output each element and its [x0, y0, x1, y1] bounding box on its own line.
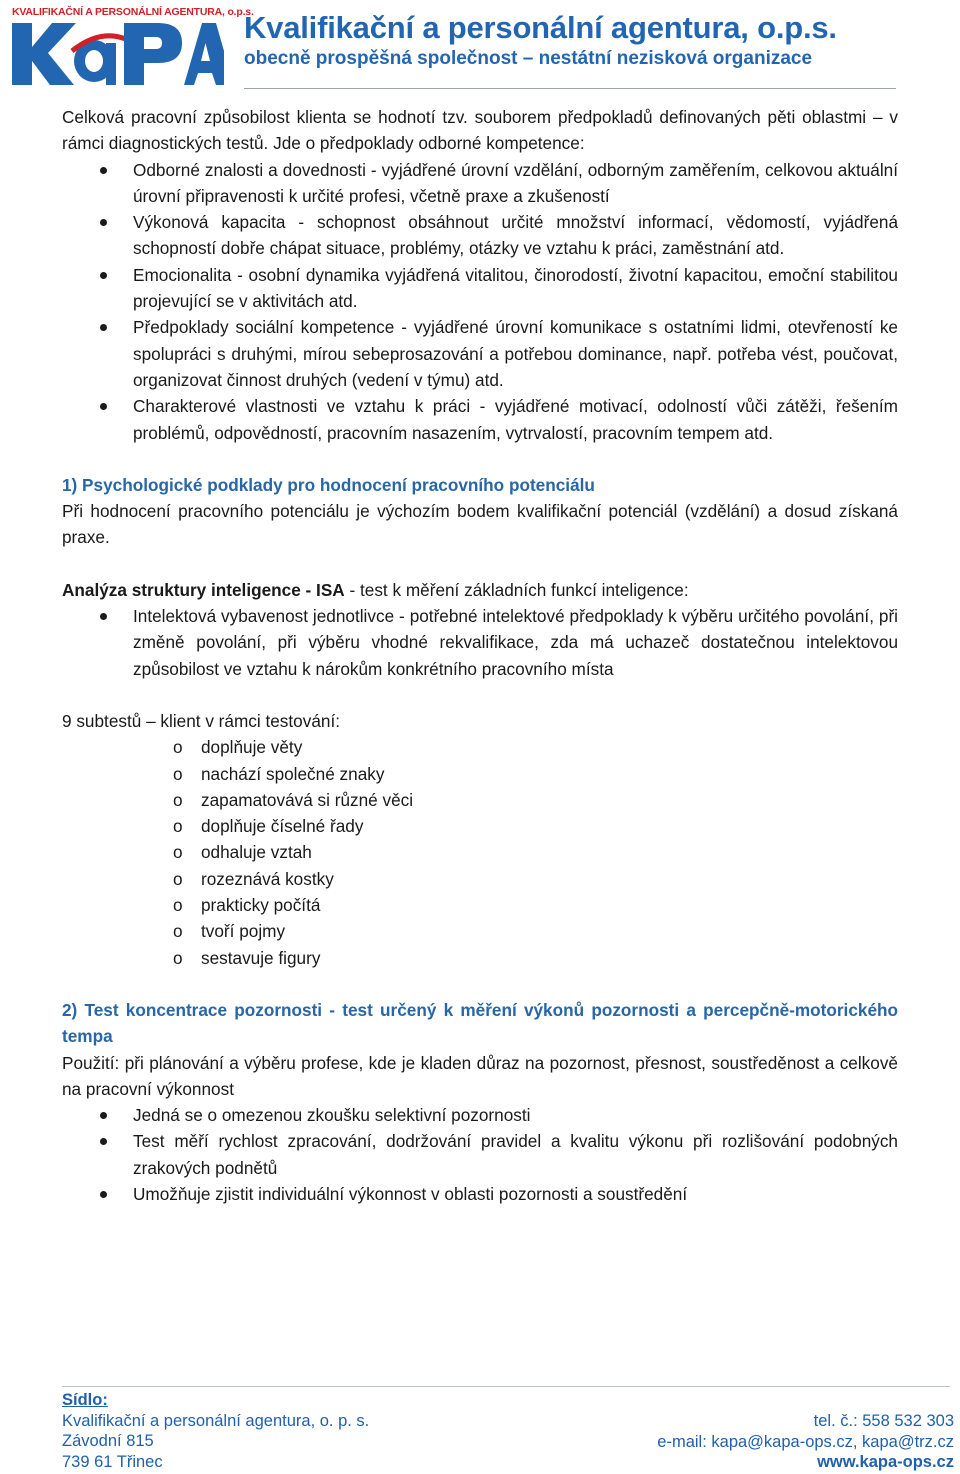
- footer-contacts: [657, 1411, 954, 1473]
- section-heading-2: 2) Test koncentrace pozornosti - test určený k měření výkonů pozornosti a percepčně-motorického tempa: [62, 999, 898, 1047]
- document-body: [62, 104, 898, 1207]
- spacer: [62, 551, 898, 577]
- footer-city: 739 61 Třinec: [62, 1452, 163, 1471]
- list-item: o tvoří pojmy: [62, 918, 898, 944]
- footer-email[interactable]: e-mail: kapa@kapa-ops.cz, kapa@trz.cz: [657, 1432, 954, 1451]
- footer-phone: tel. č.: 558 532 303: [813, 1412, 954, 1430]
- list-item: Test měří rychlost zpracování, dodržování pravidel a kvalitu výkonu při rozlišování podobných zrakových podnětů: [62, 1128, 898, 1181]
- section1-paragraph: Při hodnocení pracovního potenciálu je výchozím bodem kvalifikační potenciál (vzdělání) a dosud získaná praxe.: [62, 501, 898, 548]
- list-item: Intelektová vybavenost jednotlivce - potřebné intelektové předpoklady k výběru určitého povolání, při změně povolání, při výběru vhodné rekvalifikace, zda má uchazeč dostatečnou intelektovou způsobilost ve vztahu k nárokům konkrétního pracovního místa: [62, 603, 898, 682]
- isa-description: - test k měření základních funkcí inteligence:: [344, 579, 689, 600]
- list-item: Odborné znalosti a dovednosti - vyjádřené úrovní vzdělání, odborným zaměřením, celkovou aktuální úrovní připravenosti k určité profesi, včetně praxe a zkušeností: [62, 157, 898, 210]
- list-item: o prakticky počítá: [62, 892, 898, 918]
- isa-list: [62, 603, 898, 682]
- competence-list: [62, 157, 898, 446]
- header-divider: [244, 88, 896, 89]
- list-item: Charakterové vlastnosti ve vztahu k práci - vyjádřené motivací, odolností vůči zátěži, řešením problémů, odpovědností, pracovním nasazením, vytrvalostí, pracovním tempem atd.: [62, 393, 898, 446]
- organization-title: Kvalifikační a personální agentura, o.p.s.: [244, 10, 837, 45]
- intro-paragraph: Celková pracovní způsobilost klienta se hodnotí tzv. souborem předpokladů definovaných pěti oblastmi – v rámci diagnostických testů. Jde o předpoklady odborné kompetence:: [62, 107, 898, 154]
- page-header: [0, 0, 960, 92]
- list-item: o nachází společné znaky: [62, 761, 898, 787]
- footer-website-link[interactable]: www.kapa-ops.cz: [817, 1453, 954, 1471]
- list-item: Umožňuje zjistit individuální výkonnost v oblasti pozornosti a soustředění: [62, 1181, 898, 1207]
- isa-intro: [62, 577, 898, 603]
- footer-divider: [62, 1386, 950, 1387]
- list-item: Emocionalita - osobní dynamika vyjádřená vitalitou, činorodostí, životní kapacitou, emoční stabilitou projevující se v aktivitách atd.: [62, 262, 898, 315]
- footer-street: Závodní 815: [62, 1432, 154, 1450]
- spacer: [62, 971, 898, 997]
- footer-sidlo-label: Sídlo:: [62, 1391, 108, 1409]
- footer-org-name: Kvalifikační a personální agentura, o. p. s.: [62, 1411, 370, 1430]
- list-item: Jedná se o omezenou zkoušku selektivní pozornosti: [62, 1102, 898, 1128]
- spacer: [62, 682, 898, 708]
- list-item: o doplňuje věty: [62, 734, 898, 760]
- spacer: [62, 446, 898, 472]
- kapa-logo-mark: [12, 21, 224, 87]
- section2-paragraph: Použití: při plánování a výběru profese, kde je kladen důraz na pozornost, přesnost, soustředěnost a celkově na pracovní výkonnost: [62, 1052, 898, 1099]
- footer-address: [62, 1390, 369, 1472]
- list-item: Předpoklady sociální kompetence - vyjádřené úrovní komunikace s ostatními lidmi, otevřeností ke spolupráci s druhými, mírou sebeprosazování a potřebou dominance, např. potřeba vést, poučovat, organizovat činnost druhých (vedení v týmu) atd.: [62, 314, 898, 393]
- attention-test-list: [62, 1102, 898, 1207]
- isa-title: Analýza struktury inteligence - ISA: [62, 579, 345, 600]
- list-item: Výkonová kapacita - schopnost obsáhnout určité množství informací, vědomostí, vyjádřená schopností dobře chápat situace, problémy, otázky ve vztahu k práci, zaměstnání atd.: [62, 209, 898, 262]
- logo-caption: KVALIFIKAČNÍ A PERSONÁLNÍ AGENTURA, o.p.s.: [12, 6, 254, 18]
- kapa-logo: [12, 6, 254, 88]
- list-item: o sestavuje figury: [62, 945, 898, 971]
- page-footer: [62, 1386, 954, 1474]
- list-item: o doplňuje číselné řady: [62, 813, 898, 839]
- list-item: o zapamatovává si různé věci: [62, 787, 898, 813]
- subtests-list: [62, 734, 898, 971]
- subtests-intro: 9 subtestů – klient v rámci testování:: [62, 710, 340, 731]
- list-item: o rozeznává kostky: [62, 866, 898, 892]
- section-heading-1: 1) Psychologické podklady pro hodnocení pracovního potenciálu: [62, 474, 595, 495]
- organization-subtitle: obecně prospěšná společnost – nestátní nezisková organizace: [244, 48, 813, 69]
- list-item: o odhaluje vztah: [62, 839, 898, 865]
